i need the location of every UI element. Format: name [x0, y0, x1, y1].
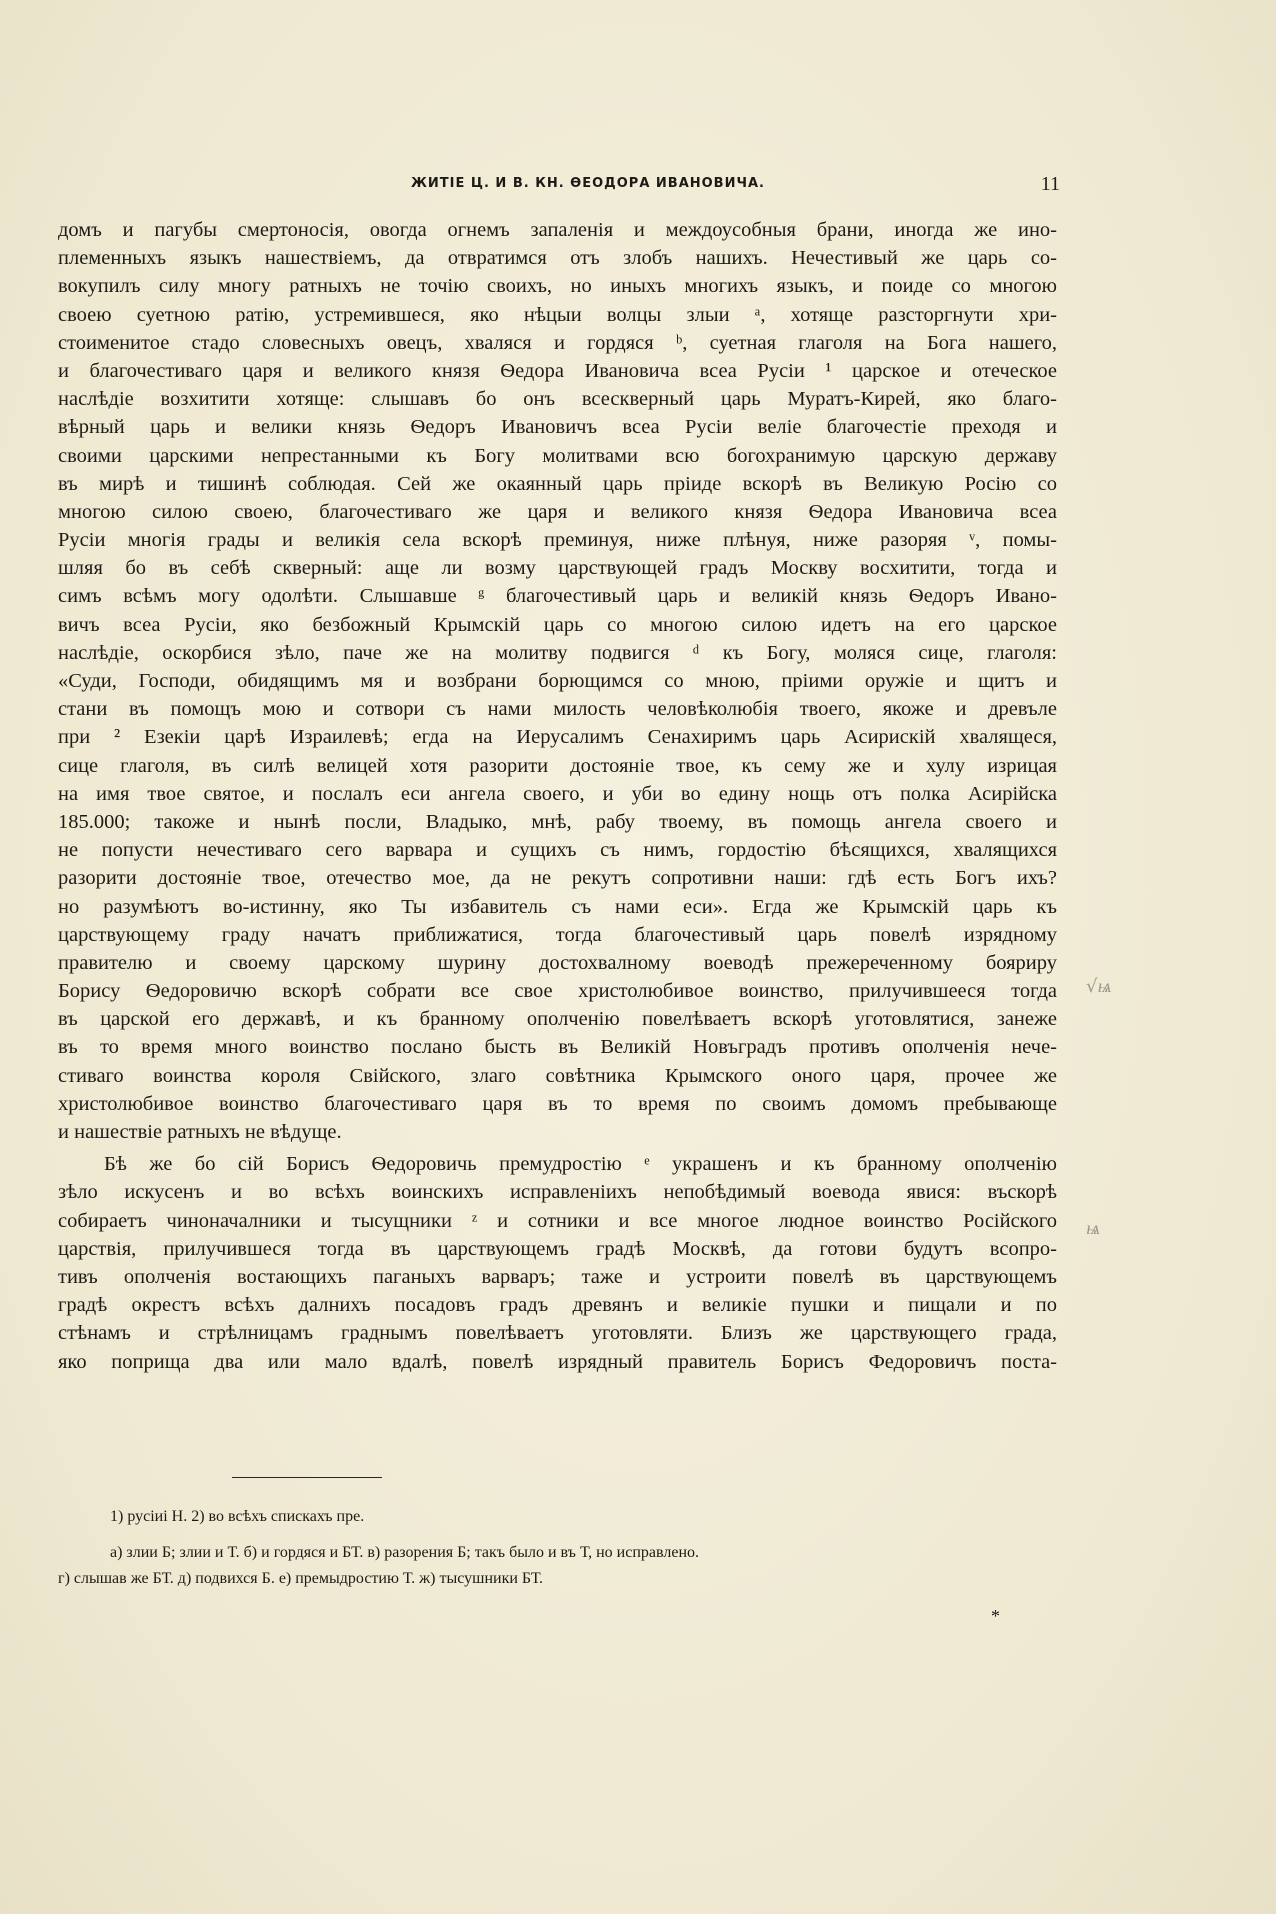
- paragraph-2: [58, 1150, 1057, 1376]
- body-text: [58, 216, 1057, 1376]
- text-line: разорити достояніе твое, отечество мое, да не рекутъ сопротивни наши: гдѣ есть Богъ ихъ?: [58, 867, 1057, 890]
- text-line: и нашествіе ратныхъ не вѣдуще.: [58, 1121, 342, 1143]
- text-line: въ царской его державѣ, и къ бранному ополченію повелѣваетъ вскорѣ уготовлятися, занеже: [58, 1008, 1057, 1031]
- text-line: своими царскими непрестанными къ Богу молитвами всю богохранимую царскую державу: [58, 444, 1057, 467]
- footnote-numbered: 1) русіиі Н. 2) во всѣхъ спискахъ пре.: [110, 1508, 365, 1525]
- text-line: наслѣдіе возхитити хотяще: слышавъ бо онъ всескверный царь Муратъ-Кирей, яко благо-: [58, 388, 1057, 411]
- text-line: христолюбивое воинство благочестиваго царя въ то время по своимъ домомъ пребывающе: [58, 1092, 1057, 1115]
- text-line: вичъ всеа Русіи, яко безбожный Крымскій царь со многою силою идетъ на его царское: [58, 613, 1057, 636]
- paragraph-1: [58, 216, 1057, 1146]
- text-line: племенныхъ языкъ нашествіемъ, да отвратимся отъ злобъ нашихъ. Нечестивый же царь со-: [58, 247, 1057, 270]
- text-line: въ то время много воинство послано бысть въ Великій Новъградъ противъ ополченія нече-: [58, 1036, 1057, 1059]
- text-line: собираетъ чиноначалники и тысущники ᶻ и сотники и все многое людное воинство Російского: [58, 1209, 1057, 1232]
- text-line: наслѣдіе, оскорбися зѣло, паче же на молитву подвигся ᵈ къ Богу, моляся сице, глаголя:: [58, 641, 1057, 664]
- text-line: стиваго воинства короля Свійского, злаго совѣтника Крымского оного царя, прочее же: [58, 1064, 1057, 1087]
- footnote-lettered-1: а) злии Б; злии и Т. б) и гордяся и БТ. в) разорения Б; такъ было и въ Т, но исправлено.: [110, 1544, 699, 1561]
- text-line: сице глаголя, въ силѣ велицей хотя разорити достояніе твое, къ сему же и хулу изрицая: [58, 754, 1057, 777]
- asterisk-mark: *: [991, 1606, 1000, 1626]
- text-line: правителю и своему царскому шурину достохвалному воеводѣ прежереченному бояриру: [58, 951, 1057, 974]
- text-line: стоименитое стадо словесныхъ овецъ, хваляся и гордяся ᵇ, суетная глаголя на Бога нашего,: [58, 331, 1057, 354]
- footnotes: [58, 1504, 1057, 1592]
- text-line: шляя бо въ себѣ скверный: аще ли возму царствующей градъ Москву восхитити, тогда и: [58, 557, 1057, 580]
- text-line: въ мирѣ и тишинѣ соблюдая. Сей же окаянный царь пріиде вскорѣ въ Великую Росію со: [58, 472, 1057, 495]
- margin-note-1: √ѩ: [1086, 976, 1112, 997]
- text-line: тивъ ополченія востающихъ паганыхъ варваръ; таже и устроити повелѣ въ царствующемъ: [58, 1265, 1057, 1288]
- text-line: вѣрный царь и велики князь Ѳедоръ Ивановичъ всеа Русіи веліе благочестіе преходя и: [58, 416, 1057, 439]
- footnote-lettered-2: г) слышав же БТ. д) подвихся Б. е) премыдростию Т. ж) тысушники БТ.: [58, 1570, 544, 1587]
- text-line: при ² Езекіи царѣ Израилевѣ; егда на Иерусалимъ Сенахиримъ царь Асирискій хвалящеся,: [58, 726, 1057, 749]
- margin-note-2: ѩ: [1086, 1218, 1101, 1239]
- text-line: царствующему граду начатъ приближатися, тогда благочестивый царь повелѣ изрядному: [58, 923, 1057, 946]
- footnote-rule: [232, 1477, 382, 1478]
- text-line: домъ и пагубы смертоносія, овогда огнемъ запаленія и междоусобныя брани, иногда же ино-: [58, 219, 1057, 241]
- text-line: стани въ помощъ мою и сотвори съ нами милость человѣколюбія твоего, якоже и древъле: [58, 698, 1057, 721]
- text-line: и благочестиваго царя и великого князя Ѳедора Ивановича всеа Русіи ¹ царское и отеческое: [58, 359, 1057, 382]
- text-line: своею суетною ратію, устремившеся, яко нѣцыи волцы злыи ᵃ, хотяще разсторгнути хри-: [58, 303, 1057, 326]
- text-line: на имя твое святое, и послалъ еси ангела своего, и уби во едину нощь отъ полка Асирійска: [58, 782, 1057, 805]
- page-number: 11: [1040, 173, 1060, 195]
- running-title: ЖИТІЕ Ц. И В. КН. ѲЕОДОРА ИВАНОВИЧА.: [411, 176, 765, 191]
- text-line: симъ всѣмъ могу одолѣти. Слышавше ᵍ благочестивый царь и великій князь Ѳедоръ Ивано-: [58, 585, 1057, 608]
- text-line: яко поприща два или мало вдалѣ, повелѣ изрядный правитель Борисъ Федоровичъ поста-: [58, 1350, 1057, 1373]
- text-line: многою силою своею, благочестиваго же царя и великого князя Ѳедора Ивановича всеа: [58, 500, 1057, 523]
- text-line: царствія, прилучившеся тогда въ царствующемъ градѣ Москвѣ, да готови будутъ всопро-: [58, 1237, 1057, 1260]
- text-line: не попусти нечестиваго сего варвара и сущихъ съ нимъ, гордостію бѣсящихся, хвалящихся: [58, 839, 1057, 862]
- text-line: Бѣ же бо сій Борисъ Ѳедоровичь премудростію ᵉ украшенъ и къ бранному ополченію: [104, 1153, 1057, 1176]
- text-line: но разумѣютъ во-истинну, яко Ты избавитель съ нами еси». Егда же Крымскій царь къ: [58, 895, 1057, 918]
- text-line: Русіи многія грады и великія села вскорѣ преминуя, ниже плѣнуя, ниже разоряя ᵛ, помы-: [58, 529, 1057, 552]
- text-line: градѣ окрестъ всѣхъ далнихъ посадовъ градъ древянъ и великіе пушки и пищали и по: [58, 1294, 1057, 1317]
- text-line: «Суди, Господи, обидящимъ мя и возбрани борющимся со мною, пріими оружіе и щитъ и: [58, 670, 1057, 692]
- running-header: [58, 173, 1060, 200]
- text-line: вокупилъ силу многу ратныхъ не точію своихъ, но иныхъ многихъ языкъ, и поиде со многою: [58, 275, 1057, 298]
- text-line: Борису Ѳедоровичю вскорѣ собрати все свое христолюбивое воинство, прилучившееся тогда: [58, 980, 1057, 1003]
- text-line: стѣнамъ и стрѣлницамъ граднымъ повелѣваетъ уготовляти. Близъ же царствующего града,: [58, 1322, 1057, 1345]
- text-line: 185.000; такоже и нынѣ посли, Владыко, мнѣ, рабу твоему, въ помощь ангела своего и: [58, 810, 1057, 833]
- text-line: зѣло искусенъ и во всѣхъ воинскихъ исправленіихъ непобѣдимый воевода явися: въскорѣ: [58, 1181, 1057, 1204]
